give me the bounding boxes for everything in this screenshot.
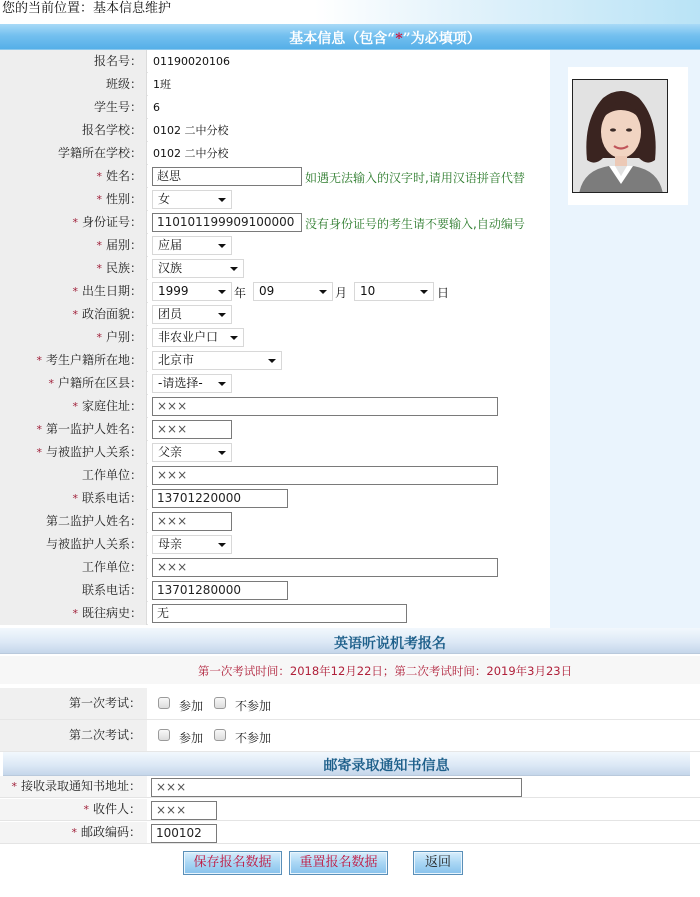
required-star-icon: * bbox=[72, 400, 78, 413]
english-exam-title: 英语听说机考报名 bbox=[334, 636, 446, 652]
birth-day-select[interactable]: 10 bbox=[354, 282, 434, 301]
label-medical-history: 既往病史： bbox=[81, 606, 142, 620]
label-guardian2-relation: 与被监护人关系： bbox=[0, 533, 147, 556]
required-star-icon: * bbox=[72, 308, 78, 321]
guardian2-name-input[interactable]: ××× bbox=[152, 512, 232, 531]
breadcrumb bbox=[0, 0, 700, 24]
label-ethnicity: 民族： bbox=[105, 261, 142, 275]
recipient-input[interactable]: ××× bbox=[151, 801, 217, 820]
basic-info-title: 基本信息（包含“*”为必填项） bbox=[289, 31, 481, 47]
guardian1-relation-select[interactable]: 父亲 bbox=[152, 443, 232, 462]
photo-panel bbox=[550, 50, 700, 628]
chevron-down-icon bbox=[218, 290, 226, 294]
required-star-icon: * bbox=[72, 607, 78, 620]
mail-info-title: 邮寄录取通知书信息 bbox=[323, 758, 450, 774]
label-guardian2-phone: 联系电话： bbox=[0, 579, 147, 602]
row-political bbox=[0, 303, 550, 326]
guardian2-relation-select[interactable]: 母亲 bbox=[152, 535, 232, 554]
save-button[interactable]: 保存报名数据 bbox=[183, 851, 282, 875]
required-star-icon: * bbox=[36, 446, 42, 459]
row-household-district bbox=[0, 372, 550, 395]
id-no-hint: 没有身份证号的考生请不要输入,自动编号 bbox=[305, 217, 525, 231]
label-household-district: 户籍所在区县： bbox=[57, 376, 142, 390]
month-unit: 月 bbox=[335, 286, 348, 300]
chevron-down-icon bbox=[230, 267, 238, 271]
row-birth bbox=[0, 280, 550, 303]
row-reg-no bbox=[0, 50, 550, 73]
mail-address-input[interactable]: ××× bbox=[151, 778, 522, 797]
ethnicity-select[interactable]: 汉族 bbox=[152, 259, 244, 278]
label-postcode: 邮政编码： bbox=[80, 825, 141, 839]
row-gender bbox=[0, 188, 550, 211]
label-grade-type: 届别： bbox=[105, 238, 142, 252]
name-input[interactable]: 赵思 bbox=[152, 167, 302, 186]
label-household-type: 户别： bbox=[105, 330, 142, 344]
birth-month-select[interactable]: 09 bbox=[253, 282, 333, 301]
household-district-select[interactable]: -请选择- bbox=[152, 374, 232, 393]
chevron-down-icon bbox=[218, 382, 226, 386]
action-bar bbox=[0, 845, 700, 885]
political-select[interactable]: 团员 bbox=[152, 305, 232, 324]
second-exam-skip-checkbox[interactable] bbox=[214, 729, 226, 741]
exam-row-second bbox=[0, 720, 700, 752]
required-star-icon: * bbox=[96, 170, 102, 183]
chevron-down-icon bbox=[218, 313, 226, 317]
row-ethnicity bbox=[0, 257, 550, 280]
chevron-down-icon bbox=[218, 244, 226, 248]
second-exam-join-label[interactable]: 参加 bbox=[179, 731, 204, 745]
required-star-icon: * bbox=[11, 780, 17, 793]
label-enrolled-school: 学籍所在学校： bbox=[0, 142, 147, 165]
guardian1-phone-input[interactable]: 13701220000 bbox=[152, 489, 288, 508]
label-reg-no: 报名号： bbox=[0, 50, 147, 73]
row-name bbox=[0, 165, 550, 188]
label-second-exam: 第二次考试： bbox=[0, 720, 147, 751]
exam-row-first bbox=[0, 688, 700, 720]
row-reg-school bbox=[0, 119, 550, 142]
row-id-no bbox=[0, 211, 550, 234]
label-reg-school: 报名学校： bbox=[0, 119, 147, 142]
postcode-input[interactable]: 100102 bbox=[151, 824, 217, 843]
row-grade-type bbox=[0, 234, 550, 257]
household-place-select[interactable]: 北京市 bbox=[152, 351, 282, 370]
value-student-no: 6 bbox=[153, 101, 160, 114]
required-star-icon: * bbox=[48, 377, 54, 390]
label-household-place: 考生户籍所在地： bbox=[45, 353, 142, 367]
guardian1-name-input[interactable]: ××× bbox=[152, 420, 232, 439]
breadcrumb-text: 您的当前位置：基本信息维护 bbox=[2, 1, 172, 16]
value-class: 1班 bbox=[153, 78, 171, 91]
exam-dates-text: 第一次考试时间：2018年12月22日；第二次考试时间：2019年3月23日 bbox=[197, 664, 573, 678]
english-exam-header bbox=[0, 628, 700, 654]
student-photo bbox=[572, 79, 668, 193]
second-exam-skip-label[interactable]: 不参加 bbox=[235, 731, 272, 745]
row-guardian1-work bbox=[0, 464, 550, 487]
label-first-exam: 第一次考试： bbox=[0, 688, 147, 719]
row-student-no bbox=[0, 96, 550, 119]
value-enrolled-school: 0102 二中分校 bbox=[153, 147, 229, 160]
row-household-type bbox=[0, 326, 550, 349]
birth-year-select[interactable]: 1999 bbox=[152, 282, 232, 301]
row-guardian2-name bbox=[0, 510, 550, 533]
chevron-down-icon bbox=[230, 336, 238, 340]
year-unit: 年 bbox=[234, 286, 247, 300]
required-star-icon: * bbox=[36, 423, 42, 436]
required-star-icon: * bbox=[96, 262, 102, 275]
row-guardian2-phone bbox=[0, 579, 550, 602]
label-guardian2-work: 工作单位： bbox=[0, 556, 147, 579]
guardian2-work-input[interactable]: ××× bbox=[152, 558, 498, 577]
row-guardian1-relation bbox=[0, 441, 550, 464]
label-home-address: 家庭住址： bbox=[81, 399, 142, 413]
row-class bbox=[0, 73, 550, 96]
household-type-select[interactable]: 非农业户口 bbox=[152, 328, 244, 347]
required-star-icon: * bbox=[96, 193, 102, 206]
guardian1-work-input[interactable]: ××× bbox=[152, 466, 498, 485]
label-student-no: 学生号： bbox=[0, 96, 147, 119]
row-guardian2-work bbox=[0, 556, 550, 579]
row-recipient bbox=[0, 799, 700, 821]
chevron-down-icon bbox=[420, 290, 428, 294]
first-exam-skip-label[interactable]: 不参加 bbox=[235, 699, 272, 713]
chevron-down-icon bbox=[218, 543, 226, 547]
label-id-no: 身份证号： bbox=[81, 215, 142, 229]
required-star-icon: * bbox=[71, 826, 77, 839]
required-star-icon: * bbox=[72, 216, 78, 229]
required-star-icon: * bbox=[83, 803, 89, 816]
first-exam-skip-checkbox[interactable] bbox=[214, 697, 226, 709]
row-medical-history bbox=[0, 602, 550, 625]
label-mail-address: 接收录取通知书地址： bbox=[20, 779, 141, 793]
label-birth: 出生日期： bbox=[81, 284, 142, 298]
value-reg-no: 01190020106 bbox=[153, 55, 230, 68]
gender-select[interactable]: 女 bbox=[152, 190, 232, 209]
label-guardian1-phone: 联系电话： bbox=[81, 491, 142, 505]
grade-type-select[interactable]: 应届 bbox=[152, 236, 232, 255]
chevron-down-icon bbox=[218, 451, 226, 455]
basic-info-form bbox=[0, 50, 550, 625]
exam-dates-notice bbox=[0, 656, 700, 684]
required-star-icon: * bbox=[72, 285, 78, 298]
required-star-icon: * bbox=[395, 31, 403, 47]
label-class: 班级： bbox=[0, 73, 147, 96]
chevron-down-icon bbox=[268, 359, 276, 363]
day-unit: 日 bbox=[437, 286, 450, 300]
label-guardian1-name: 第一监护人姓名： bbox=[45, 422, 142, 436]
label-gender: 性别： bbox=[105, 192, 142, 206]
first-exam-join-label[interactable]: 参加 bbox=[179, 699, 204, 713]
label-guardian1-relation: 与被监护人关系： bbox=[45, 445, 142, 459]
medical-history-input[interactable]: 无 bbox=[152, 604, 407, 623]
chevron-down-icon bbox=[218, 198, 226, 202]
label-guardian1-work: 工作单位： bbox=[0, 464, 147, 487]
label-guardian2-name: 第二监护人姓名： bbox=[0, 510, 147, 533]
row-household-place bbox=[0, 349, 550, 372]
reset-button[interactable]: 重置报名数据 bbox=[289, 851, 388, 875]
required-star-icon: * bbox=[96, 239, 102, 252]
mail-info-header bbox=[3, 752, 690, 776]
row-home-address bbox=[0, 395, 550, 418]
value-reg-school: 0102 二中分校 bbox=[153, 124, 229, 137]
required-star-icon: * bbox=[72, 492, 78, 505]
row-guardian2-relation bbox=[0, 533, 550, 556]
home-address-input[interactable]: ××× bbox=[152, 397, 498, 416]
label-political: 政治面貌： bbox=[81, 307, 142, 321]
second-exam-join-checkbox[interactable] bbox=[158, 729, 170, 741]
row-enrolled-school bbox=[0, 142, 550, 165]
portrait-icon bbox=[573, 80, 668, 193]
label-name: 姓名： bbox=[105, 169, 142, 183]
chevron-down-icon bbox=[319, 290, 327, 294]
row-mail-address bbox=[0, 776, 700, 798]
row-postcode bbox=[0, 822, 700, 844]
first-exam-join-checkbox[interactable] bbox=[158, 697, 170, 709]
label-recipient: 收件人： bbox=[92, 802, 141, 816]
id-no-input[interactable]: 110101199909100000 bbox=[152, 213, 302, 232]
row-guardian1-phone bbox=[0, 487, 550, 510]
back-button[interactable]: 返回 bbox=[413, 851, 463, 875]
required-star-icon: * bbox=[36, 354, 42, 367]
row-guardian1-name bbox=[0, 418, 550, 441]
required-star-icon: * bbox=[96, 331, 102, 344]
name-hint: 如遇无法输入的汉字时,请用汉语拼音代替 bbox=[305, 171, 525, 185]
basic-info-header bbox=[0, 24, 700, 50]
guardian2-phone-input[interactable]: 13701280000 bbox=[152, 581, 288, 600]
